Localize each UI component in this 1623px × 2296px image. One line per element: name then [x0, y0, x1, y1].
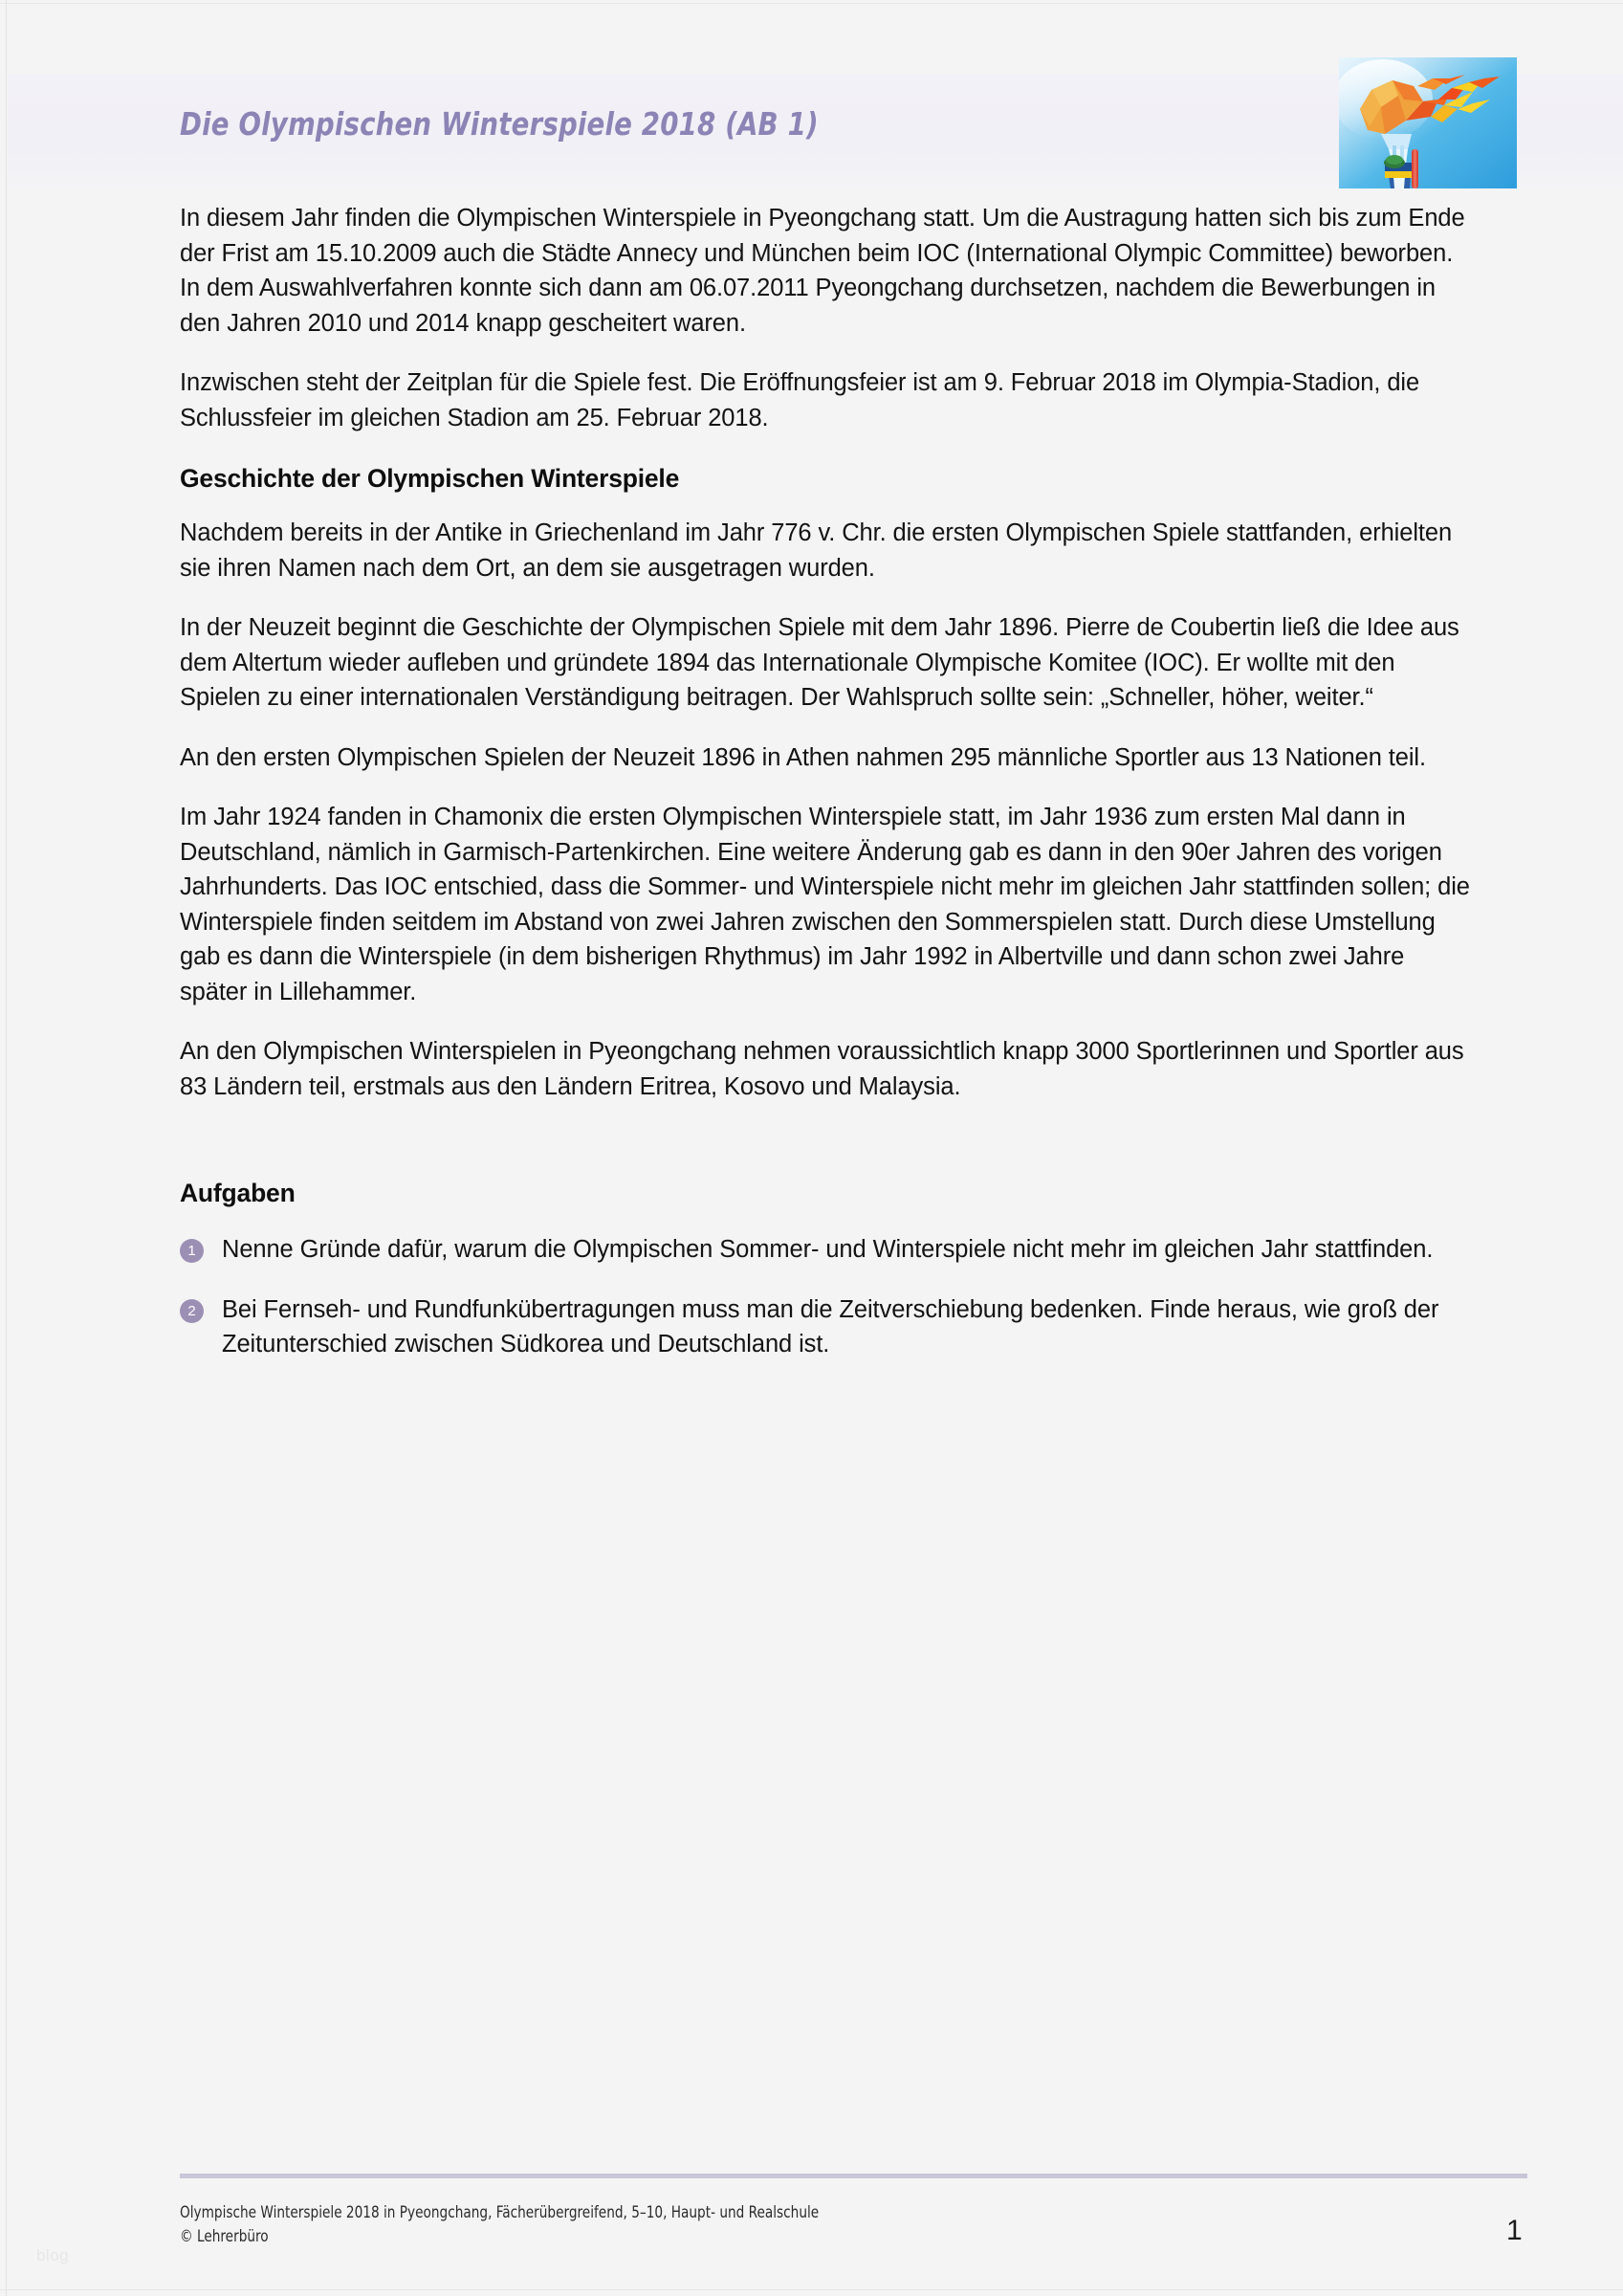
page-edge-left — [6, 0, 7, 2296]
page-edge-bottom — [0, 2289, 1623, 2290]
task-item — [180, 1292, 1477, 1362]
page-number: 1 — [1506, 2215, 1523, 2246]
history-paragraph-3: An den ersten Olympischen Spielen der Neuzeit 1896 in Athen nahmen 295 männliche Sportler aus 13 Nationen teil. — [180, 743, 1426, 771]
section-heading-tasks: Aufgaben — [180, 1179, 296, 1207]
intro-paragraph-1: In diesem Jahr finden die Olympischen Winterspiele in Pyeongchang statt. Um die Austragung hatten sich bis zum Ende der Frist am 15.10.2009 auch die Städte Annecy und München beim IOC (International Olympic Committee) beworben. In dem Auswahlverfahren konnte sich dann am 06.07.2011 Pyeongchang durchsetzen, nachdem die Bewerbungen in den Jahren 2010 und 2014 knapp gescheitert waren. — [180, 205, 1465, 337]
page-header — [180, 92, 1527, 197]
footer — [180, 2200, 1236, 2248]
history-paragraph-5: An den Olympischen Winterspielen in Pyeongchang nehmen voraussichtlich knapp 3000 Sportlerinnen und Sportler aus 83 Ländern teil, erstmals aus den Ländern Eritrea, Kosovo und Malaysia. — [180, 1038, 1464, 1100]
worksheet-content — [180, 201, 1477, 1387]
watermark-text: blog — [36, 2246, 70, 2264]
intro-paragraph-2: Inzwischen steht der Zeitplan für die Spiele fest. Die Eröffnungsfeier ist am 9. Februar 2018 im Olympia-Stadion, die Schlussfeier im gleichen Stadion am 25. Februar 2018. — [180, 369, 1420, 431]
task-item — [180, 1232, 1477, 1268]
history-paragraph-4: Im Jahr 1924 fanden in Chamonix die ersten Olympischen Winterspiele statt, im Jahr 1936 zum ersten Mal dann in Deutschland, nämlich in Garmisch-Partenkirchen. Eine weitere Änderung gab es dann in den 90er Jahren des vorigen Jahrhunderts. Das IOC entschied, dass die Sommer- und Winterspiele nicht mehr im gleichen Jahr stattfinden sollen; die Winterspiele finden seitdem im Abstand von zwei Jahren zwischen den Sommerspielen statt. Durch diese Umstellung gab es dann die Winterspiele (in dem bisherigen Rhythmus) im Jahr 1992 in Albertville und dann schon zwei Jahre später in Lillehammer. — [180, 804, 1470, 1005]
task-number-badge: 1 — [180, 1239, 204, 1263]
olympic-torch-icon — [1339, 57, 1517, 188]
page-edge-top — [0, 3, 1623, 4]
history-paragraph-1: Nachdem bereits in der Antike in Griechenland im Jahr 776 v. Chr. die ersten Olympischen Spiele stattfanden, erhielten sie ihren Namen nach dem Ort, an dem sie ausgetragen wurden. — [180, 519, 1453, 582]
task-list — [180, 1232, 1477, 1362]
history-paragraph-2: In der Neuzeit beginnt die Geschichte der Olympischen Spiele mit dem Jahr 1896. Pierre de Coubertin ließ die Idee aus dem Altertum wieder aufleben und gründete 1894 das Internationale Olympische Komitee (IOC). Er wollte mit den Spielen zu einer internationalen Verständigung beitragen. Der Wahlspruch sollte sein: „Schneller, höher, weiter.“ — [180, 614, 1459, 711]
footer-divider — [180, 2174, 1527, 2178]
task-text: Nenne Gründe dafür, warum die Olympischen Sommer- und Winterspiele nicht mehr im gleichen Jahr stattfinden. — [222, 1236, 1434, 1263]
section-heading-history: Geschichte der Olympischen Winterspiele — [180, 464, 680, 493]
task-text: Bei Fernseh- und Rundfunkübertragungen muss man die Zeitverschiebung bedenken. Finde heraus, wie groß der Zeitunterschied zwischen Südkorea und Deutschland ist. — [222, 1295, 1439, 1358]
footer-copyright-line: © Lehrerbüro — [180, 2227, 269, 2245]
page-title: Die Olympischen Winterspiele 2018 (AB 1) — [180, 105, 819, 143]
task-number-badge: 2 — [180, 1299, 204, 1323]
footer-source-line: Olympische Winterspiele 2018 in Pyeongchang, Fächerübergreifend, 5–10, Haupt- und Realschule — [180, 2203, 820, 2221]
